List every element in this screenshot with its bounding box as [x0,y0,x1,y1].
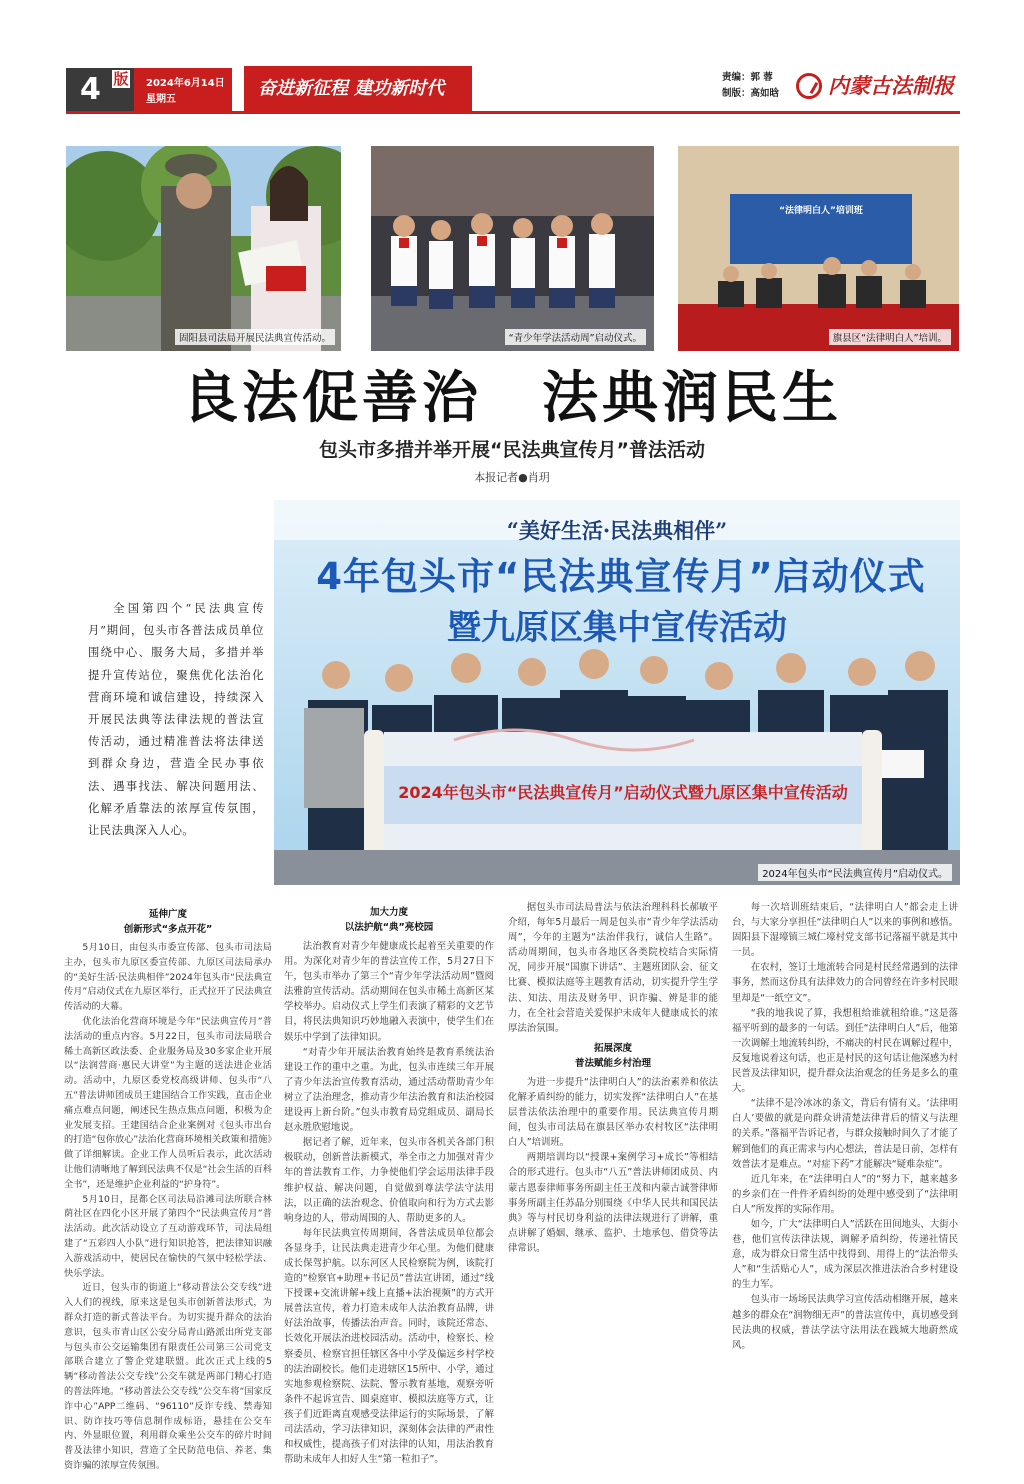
paragraph: “对青少年开展法治教育始终是教育系统法治建设工作的重中之重。为此，包头市连续三年开展了青少年法治宣传教育活动，通过活动帮助青少年树立了法治理念，推动青少年法治教育和法治校园建设再上新台阶。”包头市教育局党组成员、副局长赵永胜欣慰地说。 [284,1046,494,1134]
issue-date: 2024年6月14日 星期五 [134,68,232,112]
paragraph: 5月10日，昆都仑区司法局沿滩司法所联合林荫社区在四化小区开展了第四个“民法典宣传月”普法活动。此次活动设立了互动游戏环节，司法局组建了“五彩四人小队”进行知识抢答，把法律知识融入游戏活动中，使居民在愉快的气氛中轻松学法、快乐学法。 [64,1193,272,1279]
ceremony-scroll-text: 2024年包头市“民法典宣传月”启动仪式暨九原区集中宣传活动 [398,783,848,802]
photo-guyang-event [66,146,341,351]
column-1 [64,902,272,1474]
page-number: 4 版 [66,68,134,112]
paragraph: 每年民法典宣传周期间，各普法成员单位都会各显身手，让民法典走进青少年心里。为他们健康成长保驾护航。以东河区人民检察院为例，该院打造的“检察官+助理+书记员”普法宣讲团，通过“线下授课+交流讲解+线上直播+法治视频”的方式开展普法宣传，着力打造未成年人法治教育品牌，讲好法治故事，传播法治声音。同时，该院还常态、长效化开展法治进校园活动。活动中，检察长、检察委员、检察官担任辖区各中小学及偏远乡村学校的法治副校长。他们走进辖区15所中、小学，通过实地参观检察院、法院、警示教育基地，观察旁听条件不起诉宣告、圆桌庭审、模拟法庭等方式，让孩子们近距离直观感受法律运行的实际场景，了解司法活动，学习法律知识，深刻体会法律的严肃性和权威性，提高孩子们对法律的认知，用法治教育帮助未成年人扣好人生“第一粒扣子”。 [284,1227,494,1466]
page-slogan: 奋进新征程 建功新时代 [244,66,472,112]
paragraph: 每一次培训班结束后，“法律明白人”都会走上讲台，与大家分享担任“法律明白人”以来的事例和感悟。固阳县下湿壕镇三城仁壕村党支部书记落福平就是其中一员。 [732,902,958,959]
ceremony-slogan: “美好生活·民法典相伴” [506,518,728,543]
ceremony-banner-line-1: 4年包头市“民法典宣传月”启动仪式 [316,555,926,598]
photo-training [678,146,959,351]
column-4 [732,900,958,1353]
paragraph: 据包头市司法局普法与依法治理科科长郝敏平介绍，每年5月最后一周是包头市“青少年学法活动周”，今年的主题为“法治伴我行，诚信人生路”。活动周期间，包头市各地区各类院校结合实际情况，同步开展“国旗下讲话”、主题班团队会、征文比赛、模拟法庭等主题教育活动，切实提升学生学法、知法、用法及财务甲、识诈骗、辨是非的能力，在全社会营造关爱保护未成年人健康成长的浓厚法治氛围。 [508,902,718,1034]
editor: 责编：郭 蓉 [722,72,773,83]
paragraph: “法律不是冷冰冰的条文，背后有情有义。‘法律明白人’要做的就是向群众讲清楚法律背后的情义与法理的关系。”落福平告诉记者，与群众接触时间久了才能了解到他们的真正需求与内心想法，普法是日前，怎样有效普法才是难点。“对症下药”才能解决“疑难杂症”。 [732,1098,958,1170]
paragraph: 据记者了解，近年来，包头市各机关各部门积极联动，创新普法新模式，举全市之力加强对青少年的普法教育工作，力争使他们学会运用法律手段维护权益、解决问题，自觉做到尊法学法守法用法，以正确的法治观念、价值取向和行为方式去影响身边的人，带动周围的人、帮助更多的人。 [284,1137,494,1224]
page-suffix: 版 [113,70,129,88]
paragraph: 近几年来，在“法律明白人”的“努力下，越来越多的乡亲们在一件件矛盾纠纷的处理中感受到了“法律明白人”所发挥的实际作用。 [732,1173,958,1215]
article-title: 良法促善治 法典润民生 [182,365,842,431]
paragraph: “我的地我说了算，我想租给谁就租给谁。”这是落福平听到的最多的一句话。到任“法律明白人”后，他第一次调解土地流转纠纷，不痛决的村民在调解过程中，反复地说着这句话，也正是村民的这句话让他深感为村民普及法律知识，提升群众法治观念的任务是多么的重大。 [732,1007,958,1095]
section-heading: 加大力度 以法护航“典”亮校园 [344,907,434,933]
paragraph: 近日，包头市的街道上“移动普法公交专线”进入人们的视线，原来这是包头市创新普法形式，为群众打造的新式普法平台。为切实提升群众的法治意识，包头市青山区公安分局青山路派出所党支部与包头市公交运输集团有限责任公司第三公司党支部联合建立了警企党建联盟。此次正式上线的5辆“移动普法公交专线”公交车就是两部门精心打造的普法阵地。“移动普法公交专线”公交车将“国家反诈中心”APP二维码、“96110”反诈专线、禁毒知识、防诈技巧等信息制作成标语，悬挂在公交车内、外显眼位置，利用群众乘坐公交车的碎片时间普及法律小知识，营造了全民防范电信、养老、集资诈骗的浓厚宣传氛围。 [64,1282,272,1471]
column-2 [284,900,494,1467]
training-banner: “法律明白人”培训班 [779,206,863,216]
article-subtitle: 包头市多措并举开展“民法典宣传月”普法活动 [319,439,705,461]
photo-caption: 固阳县司法局开展民法典宣传活动。 [175,329,335,345]
photo-launch-ceremony [274,500,960,885]
photo-caption: 2024年包头市“民法典宣传月”启动仪式。 [758,864,952,881]
photo-caption: “青少年学法活动周”启动仪式。 [505,329,646,345]
weekday: 星期五 [146,94,176,105]
paragraph: 优化法治化营商环境是今年“民法典宣传月”普法活动的重点内容。5月22日，包头市司法局联合稀土高新区政法委、企业服务局及30多家企业开展以“法润营商·惠民大讲堂”为主题的送法进企业活动。活动中，九原区委党校高级讲师、包头市“八五”普法讲师团成员王建国结合工作实践，直击企业痛点难点问题，阐述民生热点焦点问题，积极为企业发展支招。王建国结合企业案例对《包头市出台的打造“包你放心”法治化营商环境相关政策和措施》做了详细解读。企业工作人员听后表示，此次活动让他们清晰地了解到民法典不仅是“社会生活的百科全书”，还是维护企业利益的“护身符”。 [64,1015,272,1190]
paragraph: 两期培训均以“授课+案例学习+成长”等相结合的形式进行。包头市“八五”普法讲师团成员、内蒙古恩泰律师事务所副主任王茂和内蒙古诚誉律师事务所副主任苏晶分别围绕《中华人民共和国民法典》等与村民切身利益的法律法规进行了讲解，重点讲解了婚姻、继承、监护、土地承包、借贷等法律常识。 [508,1152,718,1254]
lead-paragraph: 全国第四个“民法典宣传月”期间，包头市各普法成员单位围绕中心、服务大局，多措并举提升宣传站位，聚焦优化法治化营商环境和诚信建设，持续深入开展民法典等法律法规的普法宣传活动，通过精准普法将法律送到群众身边，营造全民办事依法、遇事找法、解决问题用法、化解矛盾靠法的浓厚宣传氛围，让民法典深入人心。 [88,602,264,838]
column-3 [508,900,718,1256]
paragraph: 在农村，签订土地流转合同是村民经常遇到的法律事务，然而这份具有法律效力的合同曾经在许多村民眼里却是“一纸空文”。 [732,962,958,1004]
paragraph: 如今，广大“法律明白人”活跃在田间地头、大街小巷，他们宣传法律法规，调解矛盾纠纷，传递社情民意，成为群众日常生活中找得到、用得上的“法治带头人”和“生活贴心人”，成为深层次推进法治合乡村建设的生力军。 [732,1218,958,1291]
ceremony-banner-line-2: 暨九原区集中宣传活动 [447,608,787,648]
newspaper-logo: 内蒙古法制报 [796,68,954,104]
header-rule [66,111,960,114]
photo-caption: 旗县区“法律明白人”培训。 [829,329,951,345]
editor-credits [722,70,779,102]
paragraph: 为进一步提升“法律明白人”的法治素养和依法化解矛盾纠纷的能力，切实发挥“法律明白人”在基层普法依法治理中的重要作用。民法典宣传月期间，包头市司法局在旗县区举办农村牧区“法律明白人”培训班。 [508,1076,718,1149]
paragraph: 包头市一场场民法典学习宣传活动相继开展，越来越多的群众在“润物细无声”的普法宣传中，真切感受到民法典的权威，普法学法守法用法在践城大地蔚然成风。 [732,1294,958,1351]
byline: 本报记者●肖玥 [474,471,550,484]
paragraph: 5月10日，由包头市委宣传部、包头市司法局主办，包头市九原区委宣传部、九原区司法局承办的“美好生活·民法典相伴”2024年包头市“民法典宣传月”启动仪式在九原区举行，正式拉开了民法典宣传活动的大幕。 [64,942,272,1013]
section-heading: 延伸广度 创新形式“多点开花” [123,909,213,935]
logo-mark-icon [796,73,822,99]
producer: 制版：高如晗 [722,88,780,99]
section-heading: 拓展深度 普法赋能乡村治理 [574,1042,651,1069]
paragraph: 法治教育对青少年健康成长起着至关重要的作用。为深化对青少年的普法宣传工作，5月27日下午，包头市举办了第三个“青少年学法活动周”暨阅法雅韵宣传活动。活动期间在包头市稀土高新区某学校举办。启动仪式上学生们表演了精彩的文艺节目，将民法典知识巧妙地融入表演中，使学生们在娱乐中学到了法律知识。 [284,941,494,1043]
photo-youth-week [371,146,654,351]
